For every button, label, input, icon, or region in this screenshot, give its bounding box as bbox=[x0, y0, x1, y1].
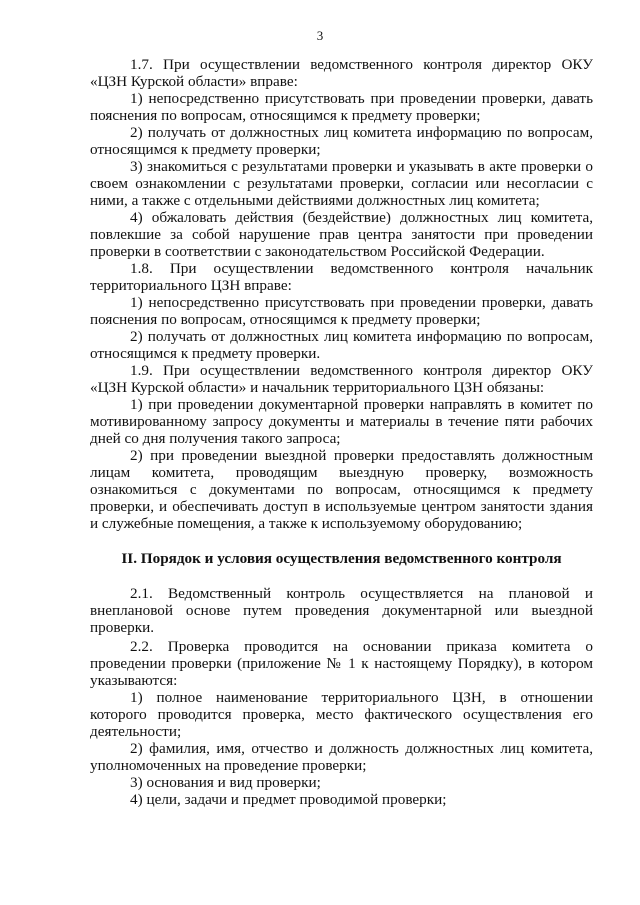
paragraph-2-1: 2.1. Ведомственный контроль осуществляется на плановой и внеплановой основе путем проведения документарной или выездной проверки. bbox=[90, 585, 593, 636]
paragraph-1-8-item-1: 1) непосредственно присутствовать при проведении проверки, давать пояснения по вопросам, относящимся к предмету проверки; bbox=[90, 294, 593, 328]
paragraph-2-2-item-2: 2) фамилия, имя, отчество и должность должностных лиц комитета, уполномоченных на проведение проверки; bbox=[90, 740, 593, 774]
paragraph-1-7: 1.7. При осуществлении ведомственного контроля директор ОКУ «ЦЗН Курской области» вправе: bbox=[90, 56, 593, 90]
page-number: 3 bbox=[316, 28, 324, 43]
paragraph-1-7-item-2: 2) получать от должностных лиц комитета информацию по вопросам, относящимся к предмету проверки; bbox=[90, 124, 593, 158]
paragraph-1-7-item-3: 3) знакомиться с результатами проверки и указывать в акте проверки о своем ознакомлении с результатами проверки, согласии или несогласии с ними, а также с отдельными действиями должностных лиц комитета; bbox=[90, 158, 593, 209]
paragraph-1-9: 1.9. При осуществлении ведомственного контроля директор ОКУ «ЦЗН Курской области» и начальник территориального ЦЗН обязаны: bbox=[90, 362, 593, 396]
paragraph-1-9-item-2: 2) при проведении выездной проверки предоставлять должностным лицам комитета, проводящим выездную проверку, возможность ознакомиться с документами по вопросам, относящимся к предмету проверки, и обеспечивать доступ в используемые центром занятости здания и служебные помещения, а также к используемому оборудованию; bbox=[90, 447, 593, 532]
section-heading: II. Порядок и условия осуществления ведомственного контроля bbox=[121, 550, 562, 567]
paragraph-1-8: 1.8. При осуществлении ведомственного контроля начальник территориального ЦЗН вправе: bbox=[90, 260, 593, 294]
paragraph-1-7-item-1: 1) непосредственно присутствовать при проведении проверки, давать пояснения по вопросам, относящимся к предмету проверки; bbox=[90, 90, 593, 124]
paragraph-2-2-item-4: 4) цели, задачи и предмет проводимой проверки; bbox=[130, 791, 447, 808]
paragraph-1-7-item-4: 4) обжаловать действия (бездействие) должностных лиц комитета, повлекшие за собой нарушение прав центра занятости при проведении проверки в соответствии с законодательством Российской Федерации. bbox=[90, 209, 593, 260]
paragraph-1-8-item-2: 2) получать от должностных лиц комитета информацию по вопросам, относящимся к предмету проверки. bbox=[90, 328, 593, 362]
paragraph-2-2-item-1: 1) полное наименование территориального ЦЗН, в отношении которого проводится проверка, место фактического осуществления его деятельности; bbox=[90, 689, 593, 740]
paragraph-2-2-item-3: 3) основания и вид проверки; bbox=[130, 774, 321, 791]
paragraph-1-9-item-1: 1) при проведении документарной проверки направлять в комитет по мотивированному запросу документы и материалы в течение пяти рабочих дней со дня получения такого запроса; bbox=[90, 396, 593, 447]
paragraph-2-2: 2.2. Проверка проводится на основании приказа комитета о проведении проверки (приложение № 1 к настоящему Порядку), в котором указываются: bbox=[90, 638, 593, 689]
document-body bbox=[90, 56, 593, 808]
